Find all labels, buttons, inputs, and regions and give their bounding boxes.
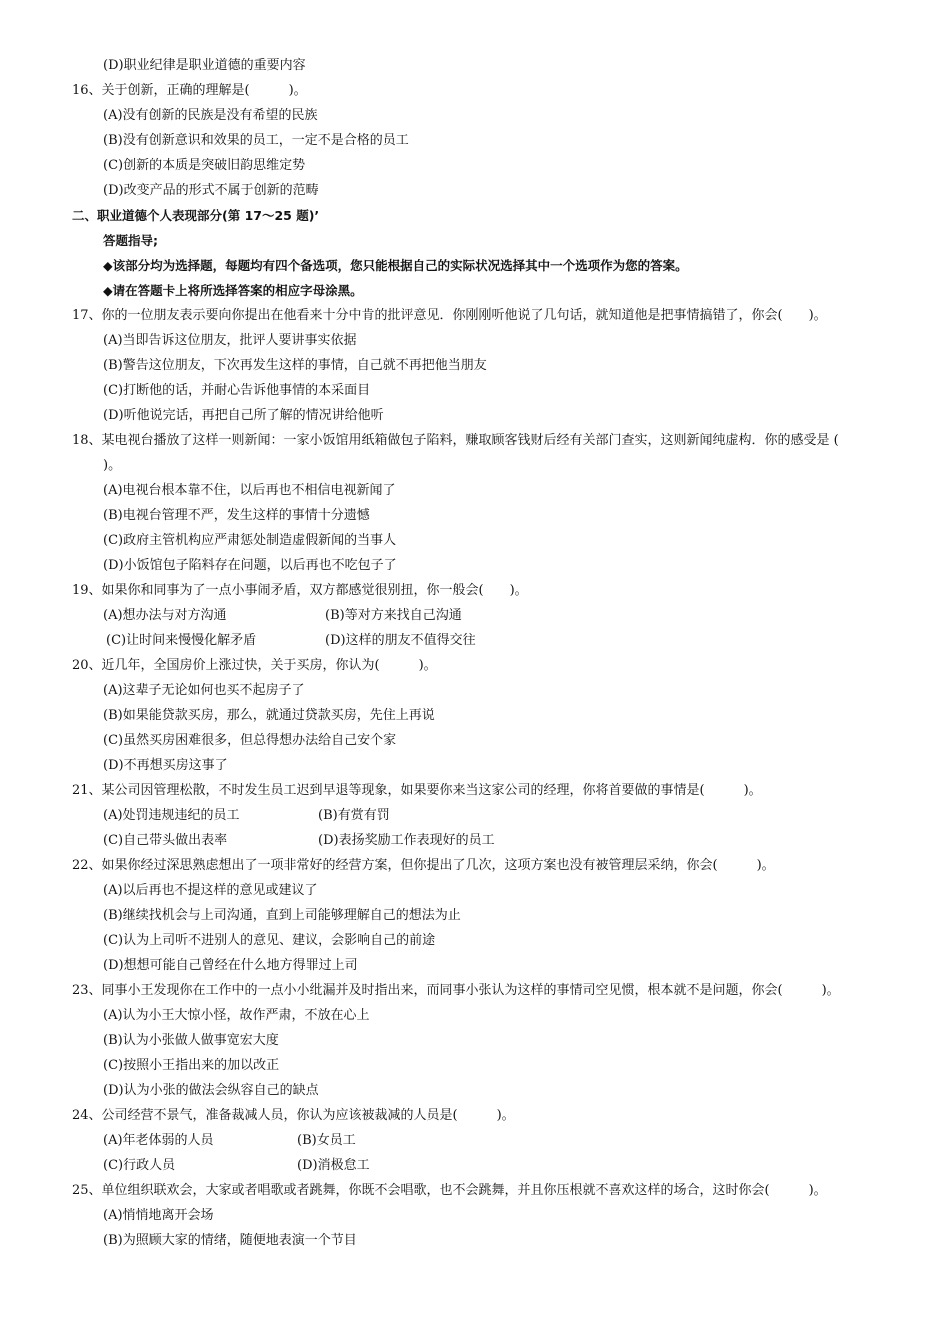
q25-option-b: (B)为照顾大家的情绪，随便地表演一个节目 <box>103 1233 357 1248</box>
q17-option-a: (A)当即告诉这位朋友，批评人要讲事实依据 <box>103 333 357 348</box>
q23-stem: 23、同事小王发现你在工作中的一点小小纰漏并及时指出来，而同事小张认为这样的事情司空见惯，根本就不是问题，你会( )。 <box>72 983 840 998</box>
q16-option-c: (C)创新的本质是突破旧韵思维定势 <box>103 158 306 173</box>
q18-stem-continued: )。 <box>103 458 122 473</box>
q17-option-b: (B)警告这位朋友，下次再发生这样的事情，自己就不再把他当朋友 <box>103 358 487 373</box>
q25-stem: 25、单位组织联欢会，大家或者唱歌或者跳舞，你既不会唱歌，也不会跳舞，并且你压根就不喜欢这样的场合，这时你会( )。 <box>72 1183 827 1198</box>
instruction-item-2: ◆请在答题卡上将所选择答案的相应字母涂黑。 <box>103 283 363 298</box>
q21-option-c: (C)自己带头做出表率 <box>103 833 228 848</box>
q22-option-b: (B)继续找机会与上司沟通，直到上司能够理解自己的想法为止 <box>103 908 461 923</box>
q16-option-a: (A)没有创新的民族是没有希望的民族 <box>103 108 318 123</box>
q24-option-b: (B)女员工 <box>297 1133 356 1148</box>
q23-option-d: (D)认为小张的做法会纵容自己的缺点 <box>103 1083 319 1098</box>
q20-stem: 20、近几年，全国房价上涨过快，关于买房，你认为( )。 <box>72 658 437 673</box>
q24-option-c: (C)行政人员 <box>103 1158 176 1173</box>
q18-option-b: (B)电视台管理不严，发生这样的事情十分遗憾 <box>103 508 370 523</box>
q20-option-d: (D)不再想买房这事了 <box>103 758 228 773</box>
q21-stem: 21、某公司因管理松散，不时发生员工迟到早退等现象，如果要你来当这家公司的经理，你将首要做的事情是( )。 <box>72 783 762 798</box>
q19-option-b: (B)等对方来找自己沟通 <box>325 608 462 623</box>
q22-option-d: (D)想想可能自己曾经在什么地方得罪过上司 <box>103 958 358 973</box>
q16-option-b: (B)没有创新意识和效果的员工，一定不是合格的员工 <box>103 133 409 148</box>
q20-option-b: (B)如果能贷款买房，那么，就通过贷款买房，先住上再说 <box>103 708 435 723</box>
q16-option-d: (D)改变产品的形式不属于创新的范畴 <box>103 183 319 198</box>
section-heading: 二、职业道德个人表现部分(第 17～25 题)’ <box>72 208 320 223</box>
q17-option-d: (D)听他说完话，再把自己所了解的情况讲给他听 <box>103 408 384 423</box>
q24-option-a: (A)年老体弱的人员 <box>103 1133 214 1148</box>
q17-stem: 17、你的一位朋友表示要向你提出在他看来十分中肯的批评意见．你刚刚听他说了几句话，就知道他是把事情搞错了，你会( )。 <box>72 308 827 323</box>
q23-option-b: (B)认为小张做人做事宽宏大度 <box>103 1033 279 1048</box>
q18-option-a: (A)电视台根本靠不住，以后再也不相信电视新闻了 <box>103 483 396 498</box>
q15-option-d: (D)职业纪律是职业道德的重要内容 <box>103 58 306 73</box>
q19-option-a: (A)想办法与对方沟通 <box>103 608 227 623</box>
q25-option-a: (A)悄悄地离开会场 <box>103 1208 214 1223</box>
q17-option-c: (C)打断他的话，并耐心告诉他事情的本采面目 <box>103 383 371 398</box>
q21-option-a: (A)处罚违规违纪的员工 <box>103 808 240 823</box>
q21-option-d: (D)表扬奖励工作表现好的员工 <box>318 833 495 848</box>
instructions-title: 答题指导; <box>103 233 158 248</box>
q20-option-c: (C)虽然买房困难很多，但总得想办法给自己安个家 <box>103 733 397 748</box>
q20-option-a: (A)这辈子无论如何也买不起房子了 <box>103 683 305 698</box>
q18-option-c: (C)政府主管机构应严肃惩处制造虚假新闻的当事人 <box>103 533 397 548</box>
q19-stem: 19、如果你和同事为了一点小事闹矛盾，双方都感觉很别扭，你一般会( )。 <box>72 583 528 598</box>
q19-option-c: (C)让时间来慢慢化解矛盾 <box>106 633 257 648</box>
q24-option-d: (D)消极怠工 <box>297 1158 370 1173</box>
q23-option-c: (C)按照小王指出来的加以改正 <box>103 1058 280 1073</box>
q22-stem: 22、如果你经过深思熟虑想出了一项非常好的经营方案，但你提出了几次，这项方案也没有被管理层采纳，你会( )。 <box>72 858 775 873</box>
q22-option-a: (A)以后再也不提这样的意见或建议了 <box>103 883 318 898</box>
q23-option-a: (A)认为小王大惊小怪，故作严肃，不放在心上 <box>103 1008 370 1023</box>
q22-option-c: (C)认为上司听不进别人的意见、建议，会影响自己的前途 <box>103 933 436 948</box>
q19-option-d: (D)这样的朋友不值得交往 <box>325 633 476 648</box>
q24-stem: 24、公司经营不景气，准备裁减人员，你认为应该被裁减的人员是( )。 <box>72 1108 515 1123</box>
q18-stem: 18、某电视台播放了这样一则新闻：一家小饭馆用纸箱做包子陷料，赚取顾客钱财后经有关部门查实，这则新闻纯虚构．你的感受是 ( <box>72 433 839 448</box>
instruction-item-1: ◆该部分均为选择题，每题均有四个备选项，您只能根据自己的实际状况选择其中一个选项作为您的答案。 <box>103 258 688 273</box>
q21-option-b: (B)有赏有罚 <box>318 808 390 823</box>
q18-option-d: (D)小饭馆包子陷料存在问题，以后再也不吃包子了 <box>103 558 397 573</box>
q16-stem: 16、关于创新，正确的理解是( )。 <box>72 83 307 98</box>
